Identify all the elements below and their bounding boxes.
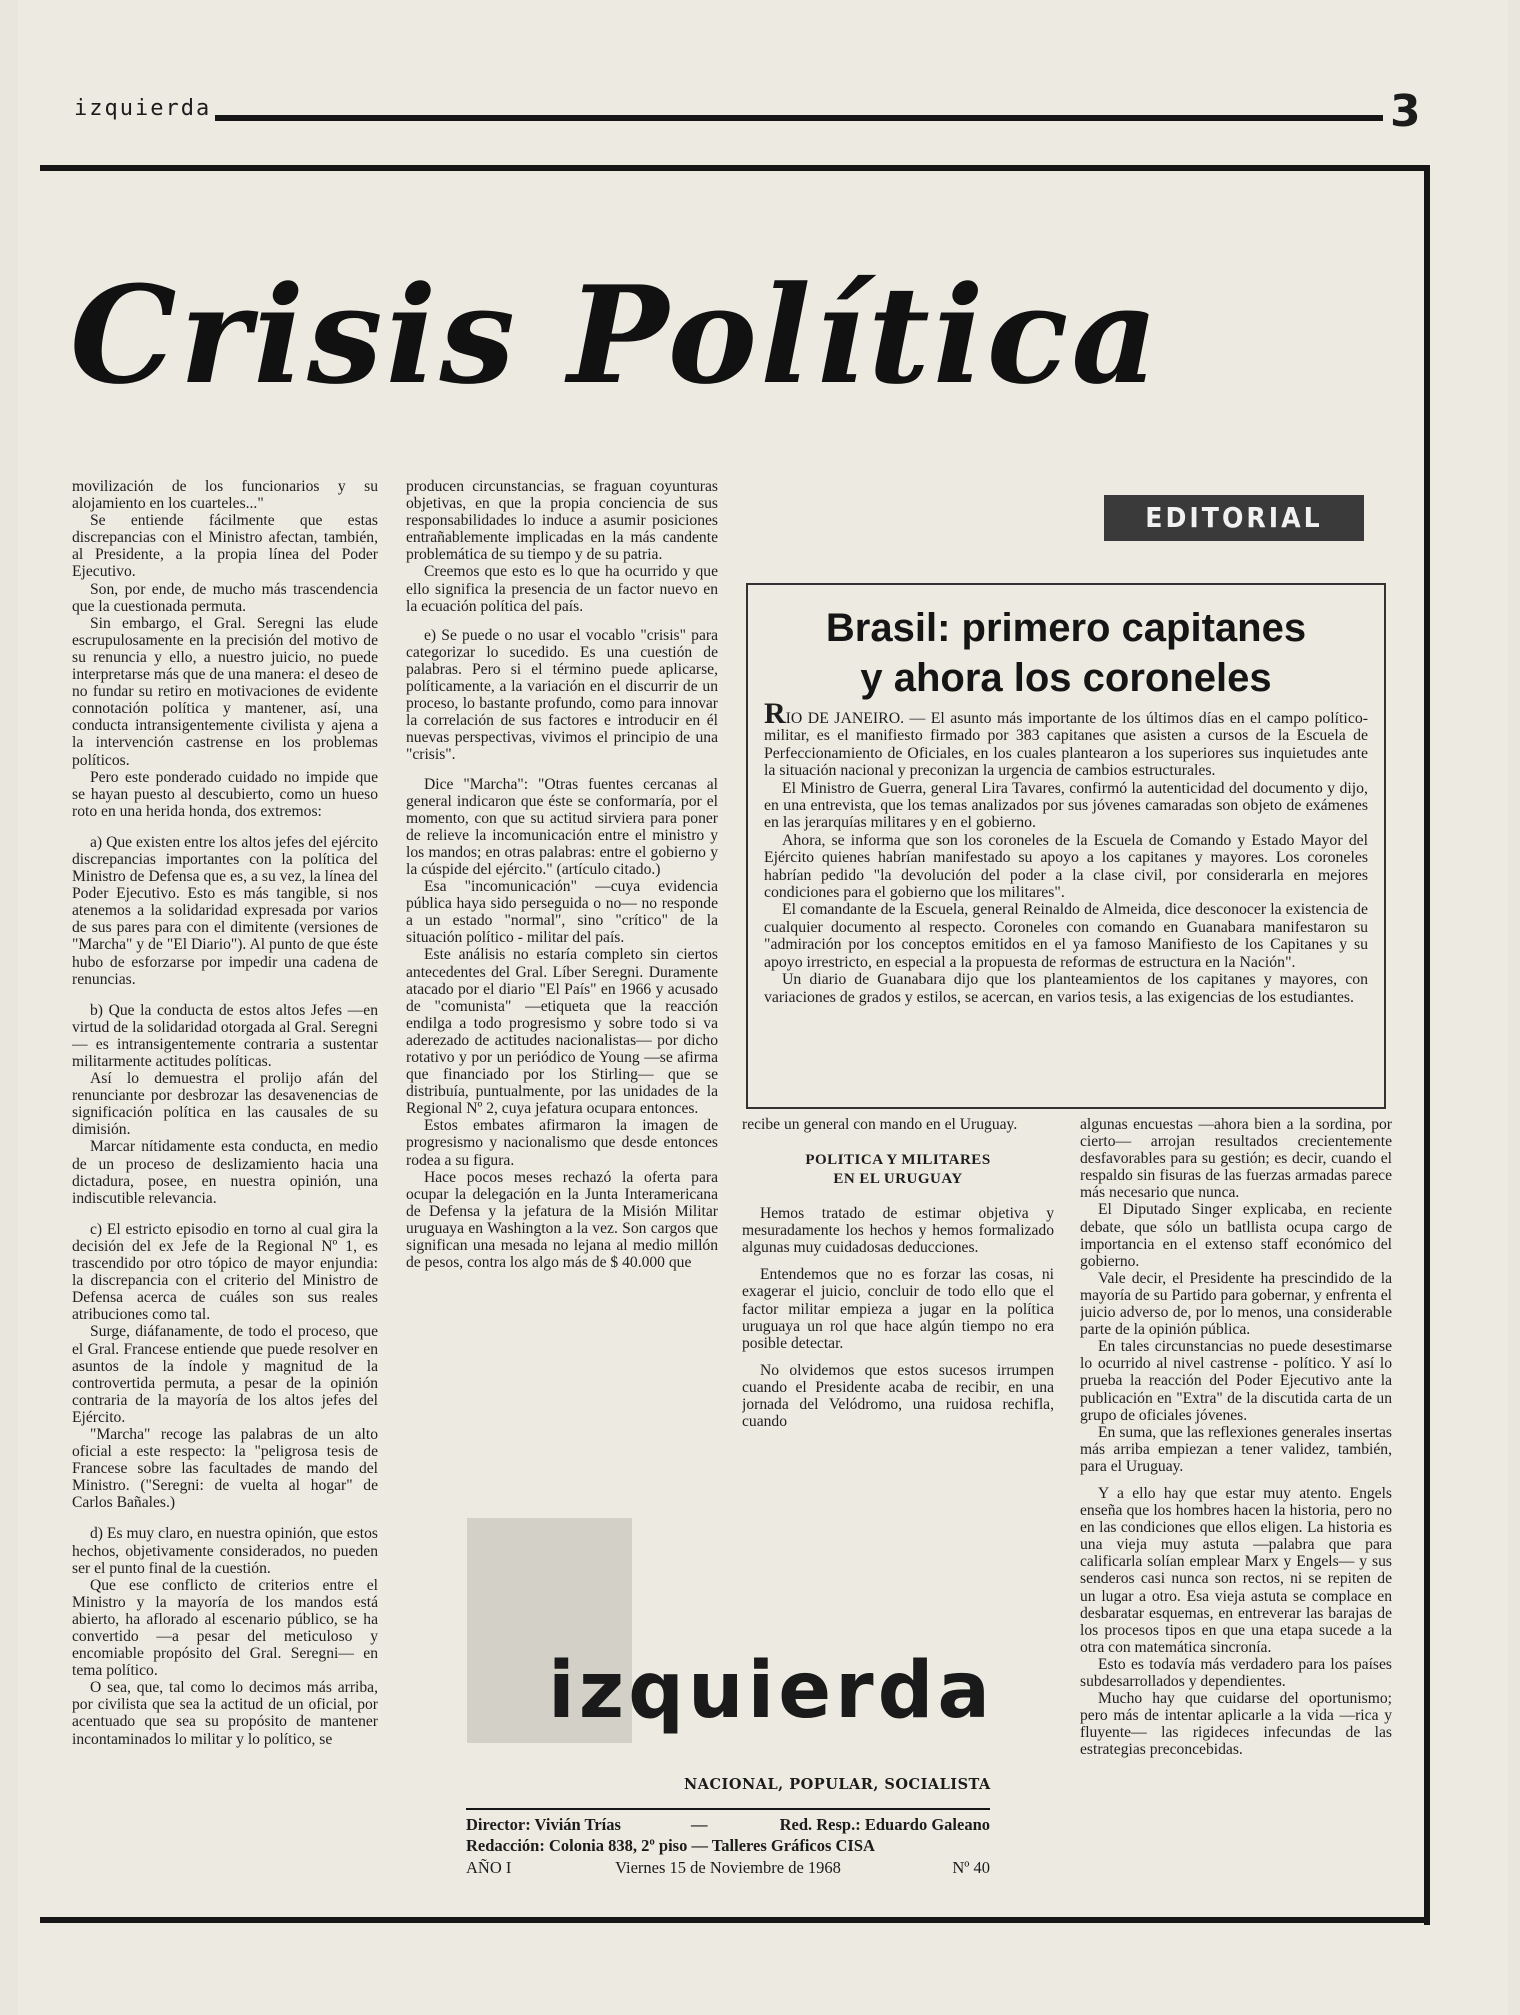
brasil-article-box: [746, 583, 1386, 1109]
brasil-paragraph-text: IO DE JANEIRO. — El asunto más importante de los últimos días en el campo político-militar, es el manifiesto firmado por 383 capitanes que asisten a cursos de la Escuela de Perfeccionamiento de Oficiales, en los cuales plantearon a los superiores sus inquietudes ante la situación nacional y preconizan la urgencia de cambios estructurales.: [764, 710, 1368, 780]
column-2-paragraph: Dice "Marcha": "Otras fuentes cercanas al general indicaron que éste se conformaría, por el momento, con que su actitud sirviera para poner de relieve la incomunicación entre el ministro y los mandos; en otras palabras: entre el gobierno y la cúspide del ejército." (artículo citado.): [406, 775, 718, 878]
column-1: [72, 478, 378, 1888]
column-2-paragraph: Estos embates afirmaron la imagen de progresismo y nacionalismo que desde entonces rodea a su figura.: [406, 1117, 718, 1169]
masthead-slogan: NACIONAL, POPULAR, SOCIALISTA: [684, 1776, 991, 1793]
column-4-paragraph: Mucho hay que cuidarse del oportunismo; pero más de intentar aplicarle a la vida —rica y fluyente— las rigideces infecundas de las estrategias preconcebidas.: [1080, 1690, 1392, 1759]
column-2-paragraph: Este análisis no estaría completo sin ciertos antecedentes del Gral. Líber Seregni. Duramente atacado por el diario "El País" en 1966 y acusado de "comunista" —etiqueta que la reacción endilga a todo progresismo y sobre todo si va aderezado de actitudes nacionalistas— por dicho rotativo y por un periódico de Young —se afirma que financiado por los Stirling— que se distribuía, puntualmente, por las unidades de la Regional Nº 2, cuya jefatura ocupara entonces.: [406, 946, 718, 1118]
brasil-paragraph: El Ministro de Guerra, general Lira Tavares, confirmó la autenticidad del documento y dijo, en una entrevista, que los temas analizados por sus jóvenes camaradas son objeto de exámenes en las jerarquías militares y en el gobierno.: [764, 779, 1368, 832]
column-4-paragraph: Y a ello hay que estar muy atento. Engels enseña que los hombres hacen la historia, pero no en las condiciones que ellos eligen. La historia es una vieja muy astuta —palabra que para calificarla solían emplear Marx y Engels— y sus senderos casi nunca son rectos, ni se repiten de un lugar a otro. Esa vieja astuta se complace en desbaratar esquemas, en entreverar las barajas de los procesos tipos en que una etapa sucede a la otra con matemática sincronía.: [1080, 1484, 1392, 1656]
credits-line-1: [466, 1815, 990, 1837]
credits-address: Redacción: Colonia 838, 2º piso — Talleres Gráficos CISA: [466, 1836, 875, 1855]
masthead-logo: izquierda: [548, 1646, 995, 1736]
brasil-title-line-1: Brasil: primero capitanes: [825, 606, 1307, 650]
column-4-paragraph: El Diputado Singer explicaba, en reciente debate, que sólo un batllista ocupa cargo de importancia en el extenso staff económico del gobierno.: [1080, 1201, 1392, 1270]
column-4-paragraph: En suma, que las reflexiones generales insertas más arriba empiezan a tener validez, también, para el Uruguay.: [1080, 1423, 1392, 1475]
column-2-paragraph: Esa "incomunicación" —cuya evidencia pública haya sido perseguida o no— no responde a un estado "normal", sino "crítico" de la situación político - militar del país.: [406, 878, 718, 947]
brasil-article-title: [748, 603, 1384, 703]
column-2: [406, 478, 718, 1458]
credits-line-3: [466, 1858, 990, 1880]
masthead-rule: [466, 1808, 990, 1810]
brasil-title-line-2: y ahora los coroneles: [860, 656, 1272, 700]
column-1-paragraph: Son, por ende, de mucho más trascendencia que la cuestionada permuta.: [72, 580, 378, 615]
column-1-paragraph: Surge, diáfanamente, de todo el proceso, que el Gral. Francese entiende que puede resolver en asuntos de la índole y magnitud de la controvertida permuta, a pesar de la opinión contraria de la mayoría de los altos jefes del Ejército.: [72, 1323, 378, 1426]
brasil-paragraph: Ahora, se informa que son los coroneles de la Escuela de Comando y Estado Mayor del Ejército quienes habrían manifestado su apoyo a los capitanes y mayores. Los coroneles habrían pedido "la devolución del poder a la clase civil, por considerarla en mejores condiciones para el gobierno que los militares".: [764, 831, 1368, 902]
credits-director: Director: Vivián Trías: [466, 1815, 621, 1834]
column-1-paragraph: Marcar nítidamente esta conducta, en medio de un proceso de deslizamiento hacia una dictadura, posee, en nuestra opinión, una indiscutible relevancia.: [72, 1138, 378, 1207]
column-1-paragraph: "Marcha" recoge las palabras de un alto oficial a este respecto: la "peligrosa tesis de Francese sobre las facultades de mando del Ministro. ("Seregni: de vuelta al hogar" de Carlos Bañales.): [72, 1425, 378, 1512]
credits-editor: Red. Resp.: Eduardo Galeano: [779, 1815, 990, 1834]
header-rule: [215, 115, 1383, 121]
column-3: [742, 1116, 1054, 1458]
right-frame-rule: [1424, 165, 1430, 1925]
headline: Crisis Política: [70, 256, 1162, 414]
column-2-paragraph: producen circunstancias, se fraguan coyunturas objetivas, en que la propia conciencia de sus responsabilidades lo induce a asumir posiciones entrañablemente implicadas en la más candente problemática de su tiempo y de su patria.: [406, 478, 718, 564]
credits-dash: —: [691, 1815, 708, 1834]
column-1-paragraph: Así lo demuestra el prolijo afán del renunciante por desbrozar las desavenencias de significación política en las causales de su dimisión.: [72, 1070, 378, 1139]
column-1-paragraph: a) Que existen entre los altos jefes del ejército discrepancias importantes con la política del Ministro de Defensa que es, a su vez, la línea del Poder Ejecutivo. Esto es más tangible, si nos atenemos a la solidaridad expresada por varios de sus pares para con el dimitente (versiones de "Marcha" y de "El Diario"). Al punto de que éste hubo de esforzarse por impedir una cadena de renuncias.: [72, 833, 378, 988]
subheading-line-1: POLITICA Y MILITARES: [805, 1152, 991, 1169]
brasil-paragraph: Un diario de Guanabara dijo que los planteamientos de los capitanes y mayores, con variaciones de grados y estilos, se acercan, en varios tesis, a las exigencias de los estudiantes.: [764, 971, 1368, 1006]
column-1-paragraph: Sin embargo, el Gral. Seregni las elude escrupulosamente en la precisión del motivo de su renuncia y ello, a nuestro juicio, no puede interpretarse más que de una manera: el deseo de no fundar su retiro en motivaciones de evidente connotación política y mantener, así, una conducta intransigentemente civilista y ajena a la intervención castrense en los problemas políticos.: [72, 614, 378, 769]
column-4-paragraph: Vale decir, el Presidente ha prescindido de la mayoría de su Partido para gobernar, y enfrenta el juicio adverso de, por lo menos, una considerable parte de la opinión pública.: [1080, 1269, 1392, 1339]
credits-issue: Nº 40: [952, 1858, 990, 1877]
top-frame-rule: [40, 165, 1430, 171]
header-publication-name: izquierda: [74, 96, 212, 121]
column-4: [1080, 1116, 1392, 1896]
credits-date: Viernes 15 de Noviembre de 1968: [615, 1858, 841, 1877]
column-3-lead: recibe un general con mando en el Uruguay.: [742, 1116, 1018, 1133]
column-1-paragraph: c) El estricto episodio en torno al cual gira la decisión del ex Jefe de la Regional Nº 1, es trascendido por otro tópico de mayor enjundia: la discrepancia con el criterio del Ministro de Defensa acerca de cuáles son sus reales atribuciones como tal.: [72, 1220, 378, 1324]
page-number: 3: [1390, 86, 1421, 137]
column-1-paragraph: O sea, que, tal como lo decimos más arriba, por civilista que sea la actitud de un oficial, por acentuado que sea su propósito de mantener incontaminados lo militar y lo político, se: [72, 1679, 378, 1748]
column-3-paragraph: Entendemos que no es forzar las cosas, ni exagerar el juicio, concluir de todo ello que el factor militar empieza a jugar en la política uruguaya un rol que hace algún tiempo no era posible detectar.: [742, 1266, 1054, 1352]
column-1-paragraph: Que ese conflicto de criterios entre el Ministro y la mayoría de los mandos está abierto, ha aflorado al escenario público, se ha convertido —a pesar del meticuloso y encomiable propósito del Gral. Seregni— en tema político.: [72, 1576, 378, 1680]
subheading-politica-militares: [772, 1151, 1024, 1189]
column-2-paragraph: Creemos que esto es lo que ha ocurrido y que ello significa la presencia de un factor nuevo en la ecuación política del país.: [406, 563, 718, 615]
column-1-paragraph: movilización de los funcionarios y su alojamiento en los cuarteles...": [72, 478, 378, 513]
column-1-paragraph: d) Es muy claro, en nuestra opinión, que estos hechos, objetivamente considerados, no pueden ser el punto final de la cuestión.: [72, 1525, 378, 1577]
column-3-paragraph: Hemos tratado de estimar objetiva y mesuradamente los hechos y hemos formalizado algunas muy cuidadosas deducciones.: [742, 1205, 1054, 1257]
subheading-line-2: EN EL URUGUAY: [833, 1171, 963, 1188]
column-1-paragraph: Pero este ponderado cuidado no impide que se hayan puesto al descubierto, como un hueso roto en una herida honda, dos extremos:: [72, 768, 378, 820]
column-4-paragraph: Esto es todavía más verdadero para los países subdesarrollados y dependientes.: [1080, 1655, 1392, 1690]
brasil-dropcap: R: [764, 697, 786, 730]
credits-line-2: [466, 1836, 990, 1858]
bottom-frame-rule: [40, 1917, 1430, 1923]
column-4-paragraph: En tales circunstancias no puede desestimarse lo ocurrido al nivel castrense - político. Y así lo prueba la reacción del Poder Ejecutivo ante la publicación en "Extra" de la discutida carta de un grupo de oficiales jóvenes.: [1080, 1338, 1392, 1424]
brasil-paragraph: [764, 697, 1368, 780]
credits-year: AÑO I: [466, 1858, 512, 1877]
brasil-article-body: [764, 697, 1368, 1006]
editorial-label: EDITORIAL: [1104, 495, 1364, 541]
column-1-paragraph: Se entiende fácilmente que estas discrepancias con el Ministro afectan, también, al Presidente, a la propia línea del Poder Ejecutivo.: [72, 512, 378, 581]
column-4-paragraph: algunas encuestas —ahora bien a la sordina, por cierto— arrojan resultados crecientemente desfavorables para su gestión; es decir, cuando el respaldo sin fisuras de las fuerzas armadas parece más necesario que nunca.: [1080, 1116, 1392, 1202]
column-2-paragraph: e) Se puede o no usar el vocablo "crisis" para categorizar lo sucedido. Es una cuestión de palabras. Pero si el término puede aplicarse, políticamente, a la variación en el discurrir de un proceso, lo bastante profundo, como para innovar la correlación de sus factores e introducir en él nuevas perspectivas, vivimos el principio de una "crisis".: [406, 626, 718, 764]
column-1-paragraph: b) Que la conducta de estos altos Jefes —en virtud de la solidaridad otorgada al Gral. Seregni— es intransigentemente contraria a sustentar militarmente actitudes políticas.: [72, 1001, 378, 1070]
brasil-paragraph: El comandante de la Escuela, general Reinaldo de Almeida, dice desconocer la existencia de cualquier documento al respecto. Coroneles con comando en Guanabara manifestaron su "admiración por los conceptos emitidos en el ya famoso Manifiesto de los Capitanes y su apoyo irrestricto, en especial a la propuesta de reformas de estructura en la Nación".: [764, 901, 1368, 971]
column-2-paragraph: Hace pocos meses rechazó la oferta para ocupar la delegación en la Junta Interamericana de Defensa y la jefatura de la Misión Militar uruguaya en Washington a la vez. Son cargos que significan una mesada no lejana al medio millón de pesos, contra los algo más de $ 40.000 que: [406, 1168, 718, 1272]
column-3-paragraph: No olvidemos que estos sucesos irrumpen cuando el Presidente acaba de recibir, en una jornada del Velódromo, una ruidosa rechifla, cuando: [742, 1361, 1054, 1431]
